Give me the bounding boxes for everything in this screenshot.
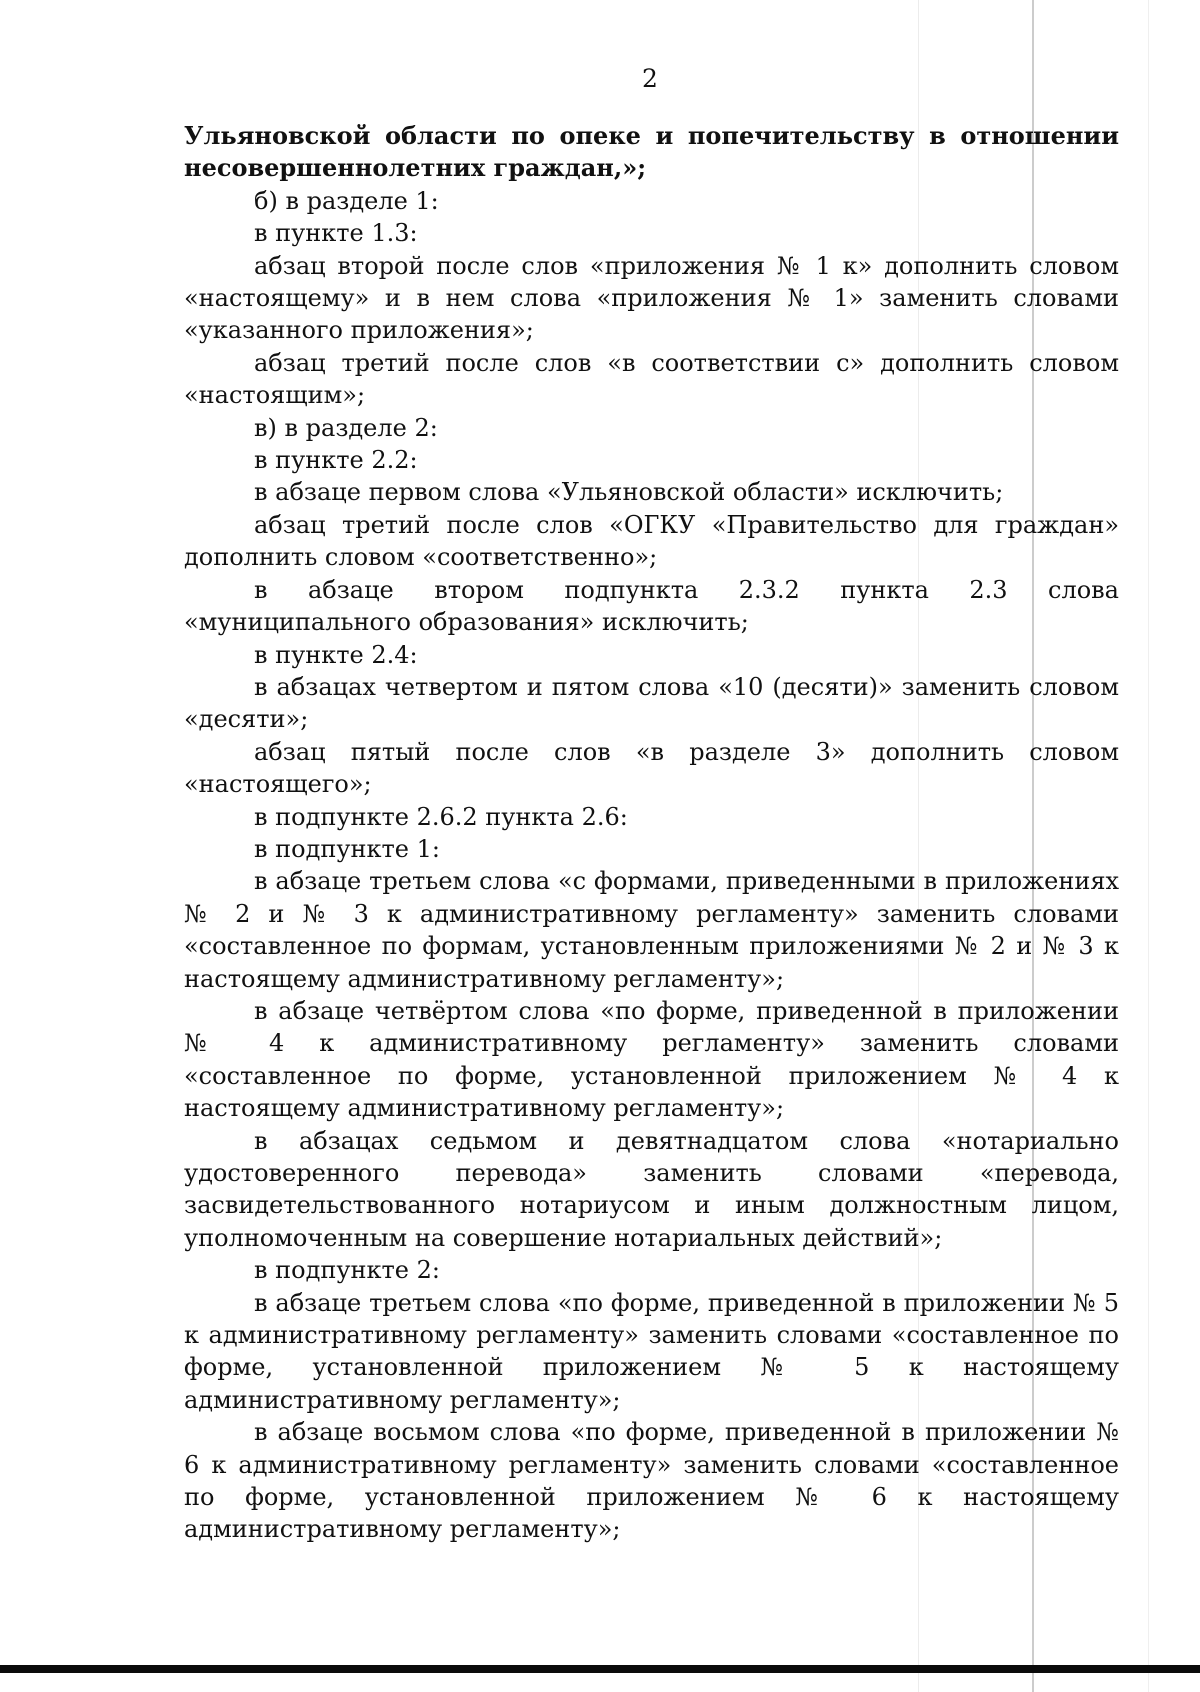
paragraph: в абзаце первом слова «Ульяновской области» исключить; xyxy=(254,478,1004,507)
paragraph: в абзацах четвертом и пятом слова «10 (десяти)» заменить словом «десяти»; xyxy=(184,672,1119,734)
paragraph: в абзаце восьмом слова «по форме, приведенной в приложении № 6 к административному регламенту» заменить словами «составленное по форме, установленной приложением № 6 к настоящему административному регламенту»; xyxy=(184,1418,1119,1544)
paragraph: абзац пятый после слов «в разделе 3» дополнить словом «настоящего»; xyxy=(184,737,1119,799)
paragraph: в абзаце третьем слова «по форме, приведенной в приложении № 5 к административному регламенту» заменить словами «составленное по форме, установленной приложением № 5 к настоящему административному регламенту»; xyxy=(184,1288,1119,1414)
page-number: 2 xyxy=(642,64,658,93)
scan-artifact-line xyxy=(1148,0,1149,1692)
paragraph: в абзацах седьмом и девятнадцатом слова «нотариально удостоверенного перевода» заменить словами «перевода, засвидетельствованного нотариусом и иным должностным лицом, уполномоченным на совершение нотариальных действий»; xyxy=(184,1126,1119,1252)
paragraph: в подпункте 1: xyxy=(254,834,440,863)
paragraph: б) в разделе 1: xyxy=(254,186,439,215)
document-body xyxy=(184,120,1119,1546)
paragraph: в подпункте 2: xyxy=(254,1256,440,1285)
paragraph: абзац второй после слов «приложения № 1 к» дополнить словом «настоящему» и в нем слова «приложения № 1» заменить словами «указанного приложения»; xyxy=(184,251,1119,345)
paragraph: Ульяновской области по опеке и попечительству в отношении несовершеннолетних граждан,»; xyxy=(184,121,1119,183)
scan-bottom-edge xyxy=(0,1665,1200,1673)
paragraph: в пункте 2.2: xyxy=(254,446,418,475)
paragraph: в) в разделе 2: xyxy=(254,413,438,442)
paragraph: абзац третий после слов «в соответствии с» дополнить словом «настоящим»; xyxy=(184,348,1119,410)
paragraph: в пункте 2.4: xyxy=(254,640,418,669)
paragraph: в абзаце втором подпункта 2.3.2 пункта 2.3 слова «муниципального образования» исключить; xyxy=(184,575,1119,637)
paragraph: в пункте 1.3: xyxy=(254,219,418,248)
paragraph: абзац третий после слов «ОГКУ «Правительство для граждан» дополнить словом «соответственно»; xyxy=(184,510,1119,572)
paragraph: в абзаце третьем слова «с формами, приведенными в приложениях № 2 и № 3 к административному регламенту» заменить словами «составленное по формам, установленным приложениями № 2 и № 3 к настоящему административному регламенту»; xyxy=(184,867,1119,993)
paragraph: в абзаце четвёртом слова «по форме, приведенной в приложении № 4 к административному регламенту» заменить словами «составленное по форме, установленной приложением № 4 к настоящему административному регламенту»; xyxy=(184,996,1119,1123)
paragraph: в подпункте 2.6.2 пункта 2.6: xyxy=(254,802,628,831)
